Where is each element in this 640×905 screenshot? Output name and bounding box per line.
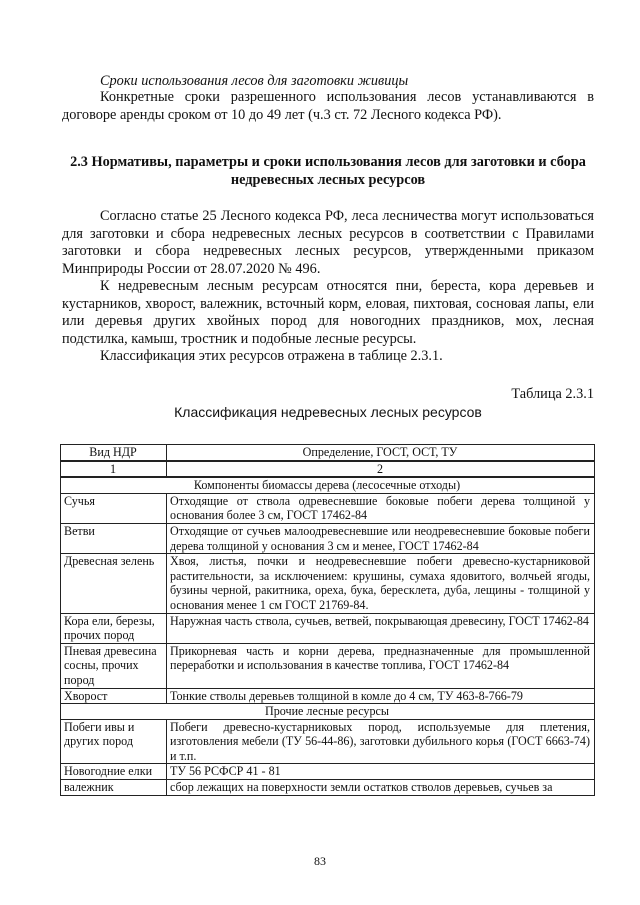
- table-header-row: [61, 445, 595, 461]
- group-biomass: Компоненты биомассы дерева (лесосечные отходы): [61, 477, 595, 493]
- row-type: Древесная зелень: [61, 554, 167, 613]
- row-definition: Прикорневая часть и корни дерева, предназначенные для промышленной переработки и использования в качестве топлива, ГОСТ 17462-84: [167, 643, 595, 688]
- column-number-1: 1: [61, 461, 167, 478]
- row-type: Ветви: [61, 523, 167, 553]
- row-type: Хворост: [61, 688, 167, 704]
- row-type: Побеги ивы и других пород: [61, 719, 167, 764]
- table-row: [61, 523, 595, 553]
- row-definition: Хвоя, листья, почки и неодревесневшие побеги древесно-кустарниковой растительности, за исключением: крушины, сумаха ядовитого, волчьей ягоды, бузины черной, ракитника, ореха, бука, бересклета, дуба, лещины - толщиной у основания менее 1 см ГОСТ 21769-84.: [167, 554, 595, 613]
- table-number-row: [61, 461, 595, 478]
- row-definition: Наружная часть ствола, сучьев, ветвей, покрывающая древесину, ГОСТ 17462-84: [167, 613, 595, 643]
- paragraph-article-25: Согласно статье 25 Лесного кодекса РФ, леса лесничества могут использоваться для заготовки и сбора недревесных лесных ресурсов в соответствии с Правилами заготовки и сбора недревесных лесных ресурсов, утвержденными приказом Минприроды России от 28.07.2020 № 496.: [62, 208, 594, 277]
- table-row: [61, 643, 595, 688]
- header-definition: Определение, ГОСТ, ОСТ, ТУ: [167, 445, 595, 461]
- row-definition: Побеги древесно-кустарниковых пород, используемые для плетения, изготовления мебели (ТУ 56-44-86), заготовки дубильного корья (ГОСТ 6663-74) и т.п.: [167, 719, 595, 764]
- table-row: [61, 719, 595, 764]
- ndr-classification-table: [60, 444, 595, 796]
- paragraph-resources-list: К недревесным лесным ресурсам относятся пни, береста, кора деревьев и кустарников, хворост, валежник, всточный корм, еловая, пихтовая, сосновая лапы, ели или деревья других хвойных пород для новогодних праздников, мох, лесная подстилка, камыш, тростник и подобные лесные ресурсы.: [62, 278, 594, 347]
- group-other-resources: Прочие лесные ресурсы: [61, 704, 595, 720]
- paragraph-classification-ref: Классификация этих ресурсов отражена в таблице 2.3.1.: [100, 348, 443, 364]
- row-type: Сучья: [61, 493, 167, 523]
- row-type: Пневая древесина сосны, прочих пород: [61, 643, 167, 688]
- section-heading: 2.3 Нормативы, параметры и сроки использования лесов для заготовки и сбора недревесных лесных ресурсов: [70, 154, 586, 188]
- table-row: [61, 493, 595, 523]
- header-type: Вид НДР: [61, 445, 167, 461]
- row-definition: ТУ 56 РСФСР 41 - 81: [167, 764, 595, 780]
- table-row: [61, 554, 595, 613]
- row-type: Кора ели, березы, прочих пород: [61, 613, 167, 643]
- row-definition: Отходящие от сучьев малоодревесневшие или неодревесневшие боковые побеги дерева толщиной у основания 3 см и менее, ГОСТ 17462-84: [167, 523, 595, 553]
- table-caption: Таблица 2.3.1: [511, 386, 594, 402]
- row-definition: сбор лежащих на поверхности земли остатков стволов деревьев, сучьев за: [167, 780, 595, 796]
- row-type: Новогодние елки: [61, 764, 167, 780]
- column-number-2: 2: [167, 461, 595, 478]
- table-title: Классификация недревесных лесных ресурсов: [174, 404, 482, 420]
- table-row: [61, 764, 595, 780]
- table-row: [61, 688, 595, 704]
- table-group-row: [61, 477, 595, 493]
- row-type: валежник: [61, 780, 167, 796]
- row-definition: Тонкие стволы деревьев толщиной в комле до 4 см, ТУ 463-8-766-79: [167, 688, 595, 704]
- table-row: [61, 780, 595, 796]
- paragraph-resin-terms: Конкретные сроки разрешенного использования лесов устанавливаются в договоре аренды сроком от 10 до 49 лет (ч.3 ст. 72 Лесного кодекса РФ).: [62, 89, 594, 123]
- page-number: 83: [314, 854, 326, 868]
- subheading-resin: Сроки использования лесов для заготовки живицы: [100, 73, 409, 89]
- table-row: [61, 613, 595, 643]
- row-definition: Отходящие от ствола одревесневшие боковые побеги дерева толщиной у основания более 3 см, ГОСТ 17462-84: [167, 493, 595, 523]
- table-group-row: [61, 704, 595, 720]
